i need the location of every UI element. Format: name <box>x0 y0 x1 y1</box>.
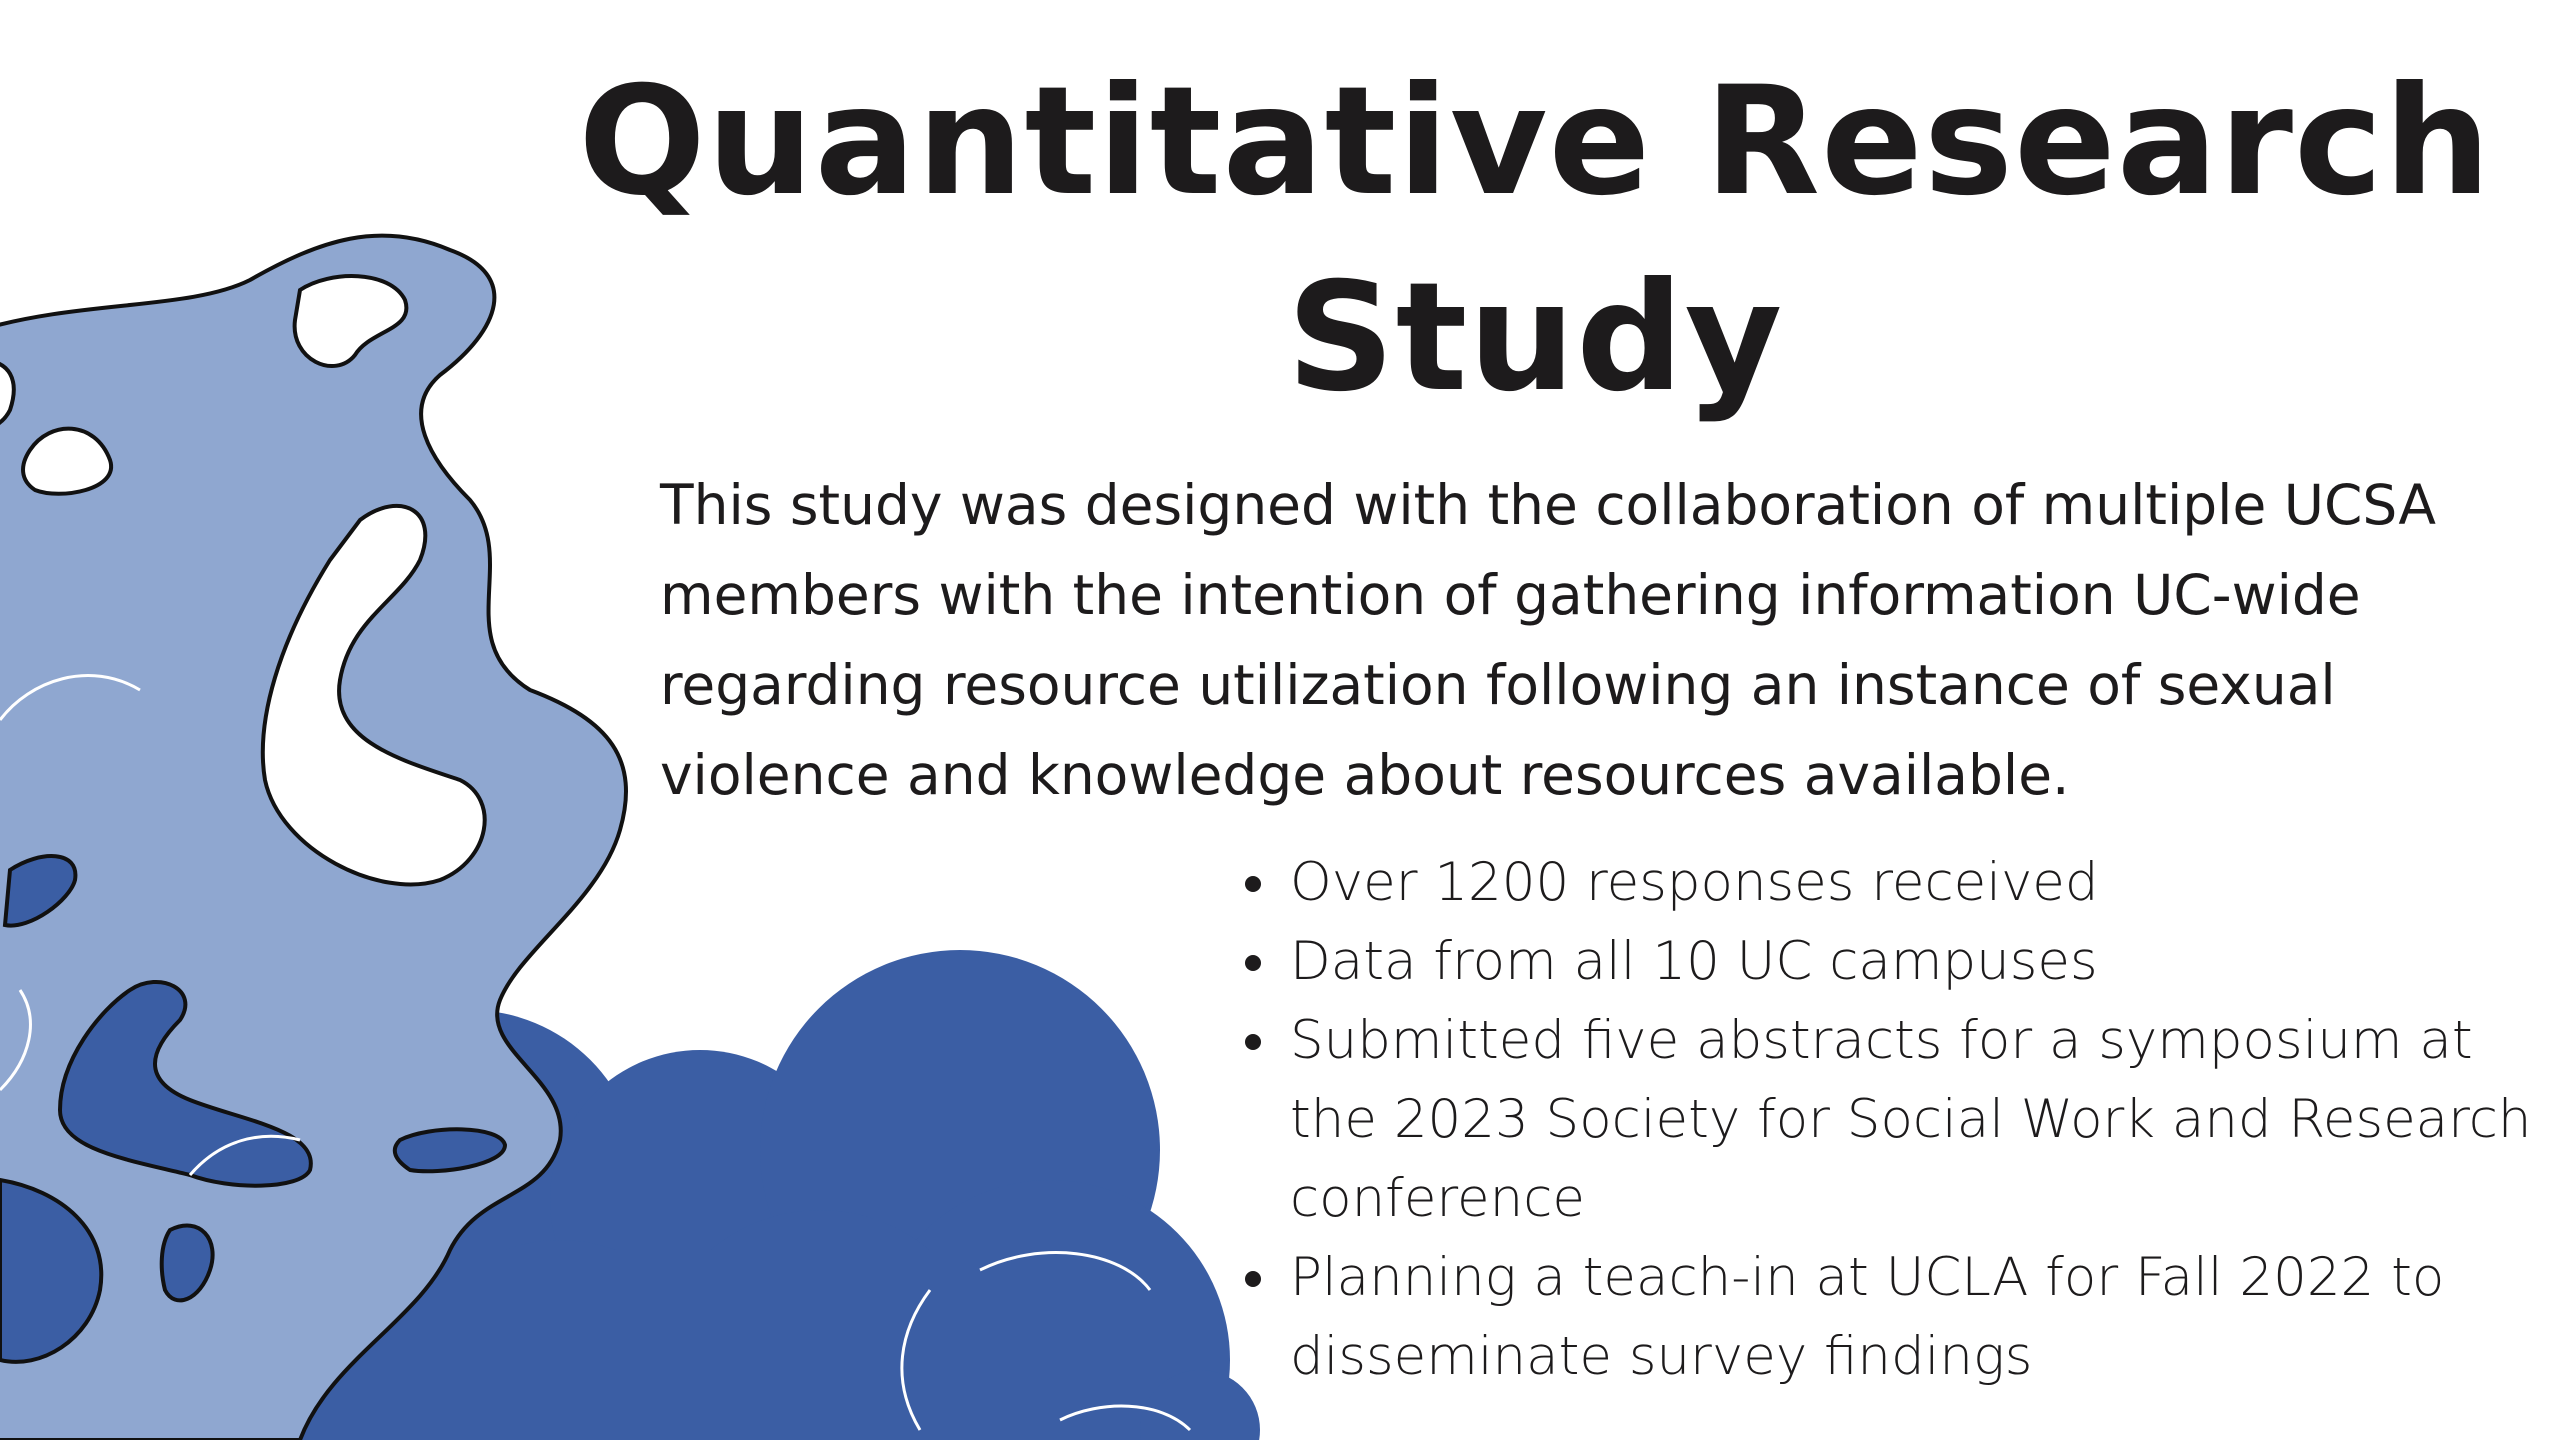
bullet-icon <box>1245 1034 1261 1050</box>
list-item-text: Data from all 10 UC campuses <box>1290 931 2098 992</box>
bullet-icon <box>1245 1271 1261 1287</box>
list-item-text: Planning a teach-in at UCLA for Fall 2022 to disseminate survey findings <box>1290 1247 2445 1387</box>
list-item-text: Submitted five abstracts for a symposium at the 2023 Society for Social Work and Research conference <box>1290 1010 2532 1229</box>
list-item <box>1290 1238 2540 1396</box>
page-title: Quantitative Research Study <box>578 55 2492 425</box>
list-item <box>1290 922 2540 1001</box>
bullet-icon <box>1245 955 1261 971</box>
intro-paragraph: This study was designed with the collaboration of multiple UCSA members with the intention of gathering information UC-wide regarding resource utilization following an instance of sexual violence and knowledge about resources available. <box>660 473 2436 807</box>
bullet-icon <box>1245 876 1261 892</box>
list-item-text: Over 1200 responses received <box>1290 852 2099 913</box>
findings-list <box>1290 843 2540 1396</box>
list-item <box>1290 843 2540 922</box>
list-item <box>1290 1001 2540 1238</box>
